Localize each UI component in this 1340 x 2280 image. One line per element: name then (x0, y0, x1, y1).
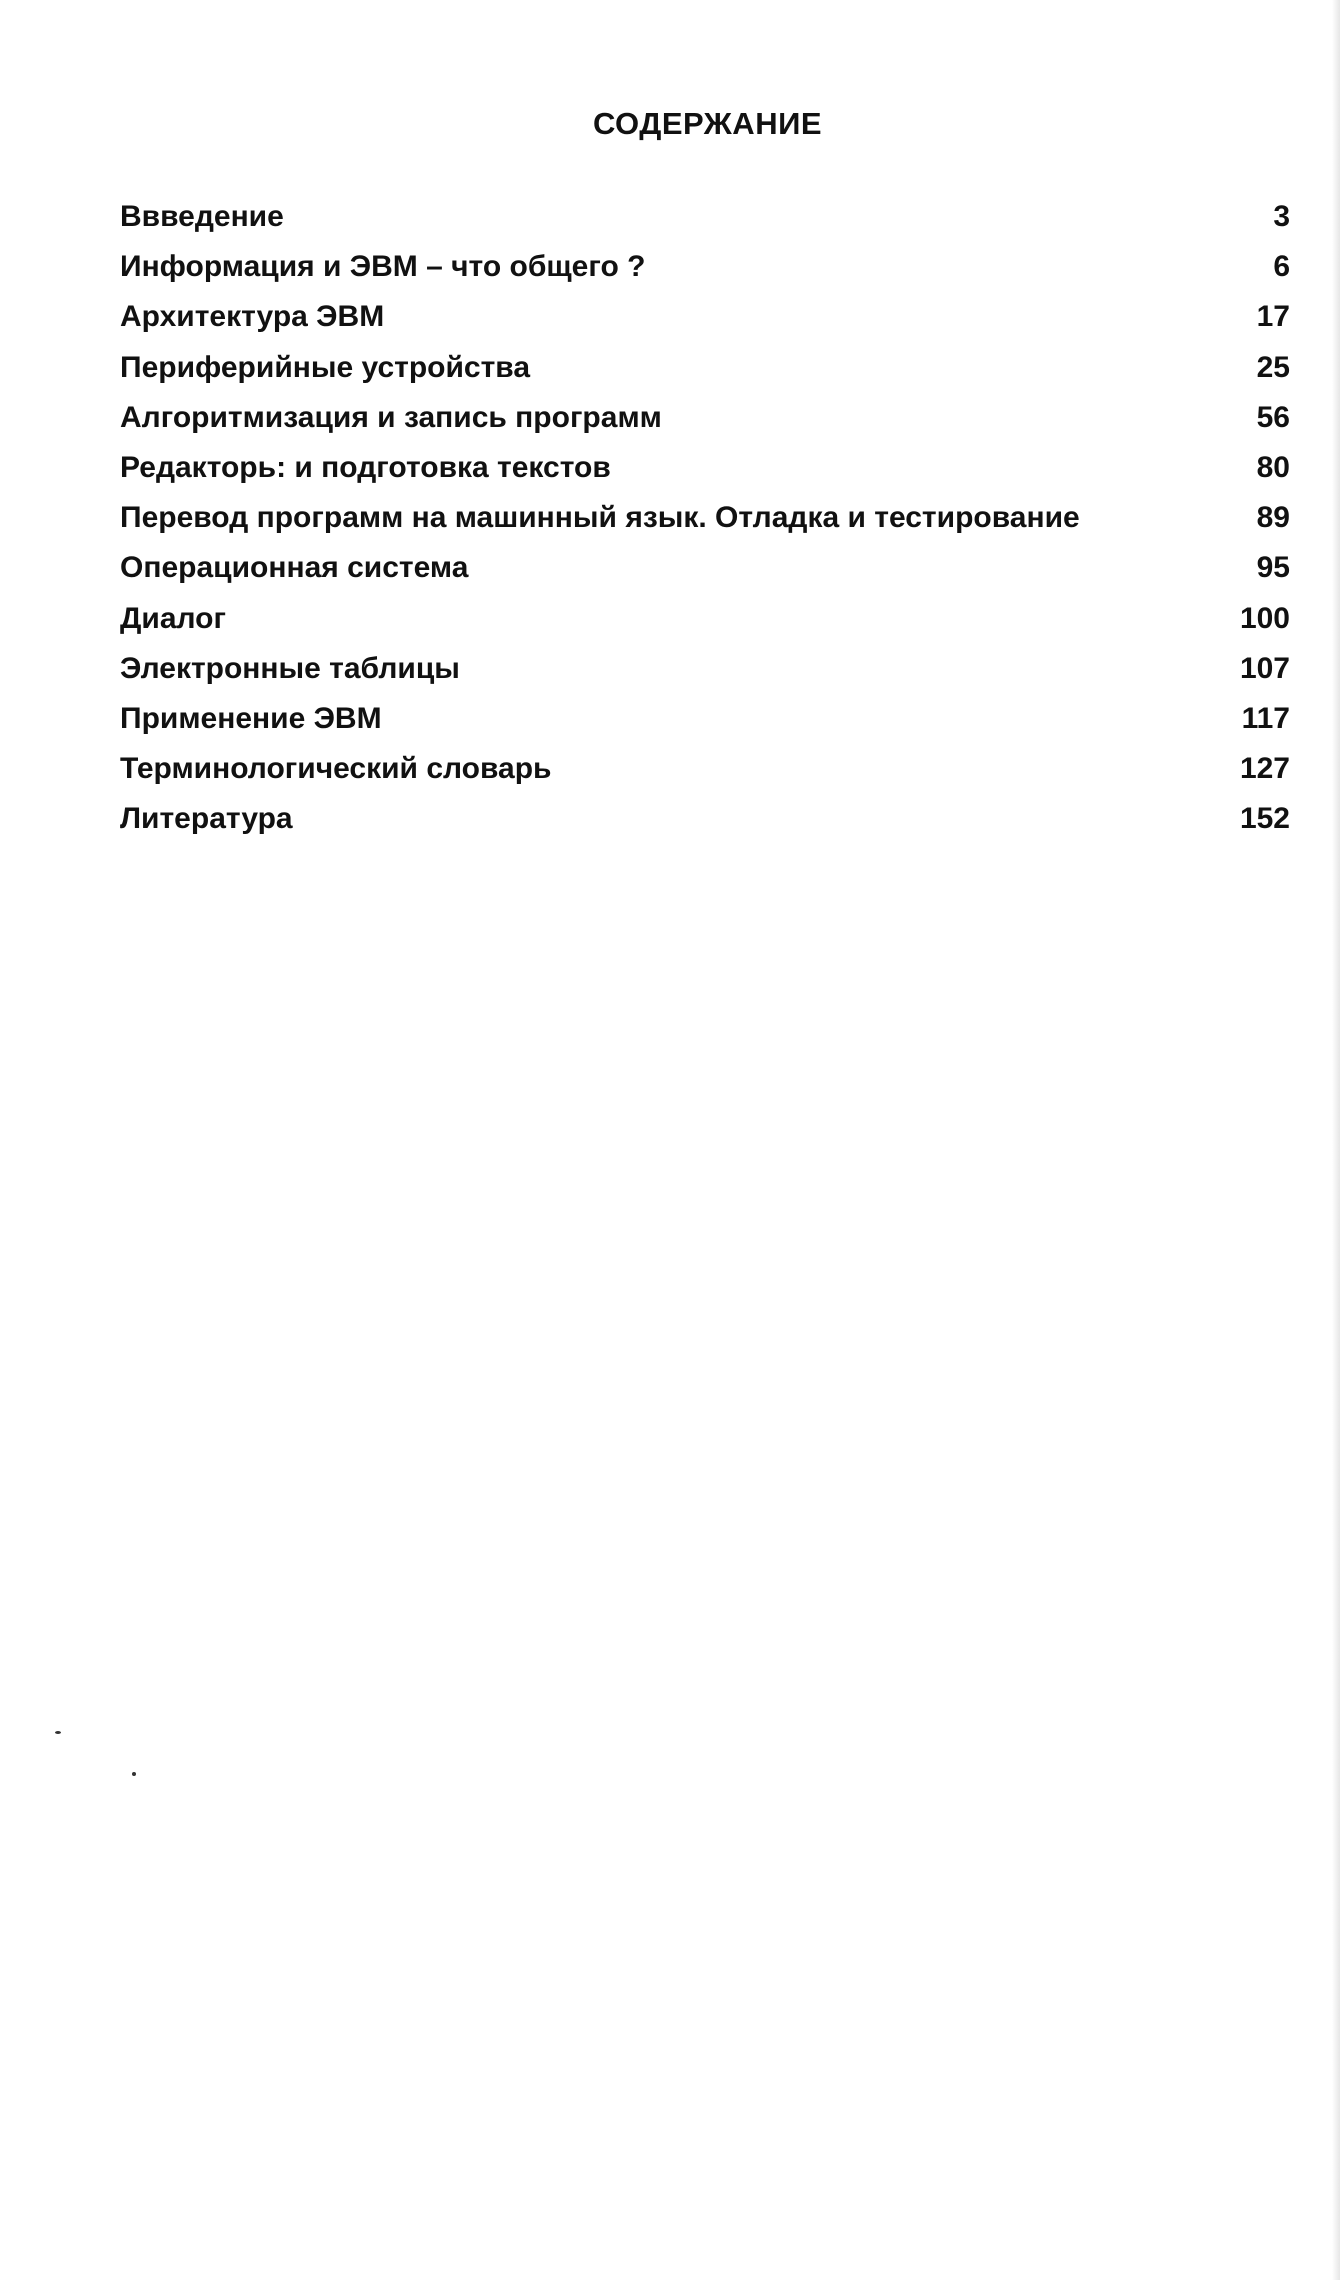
toc-entry-page: 117 (1241, 701, 1290, 735)
toc-entry-page: 25 (1256, 350, 1290, 384)
toc-entry-label: Архитектура ЭВМ (120, 300, 385, 334)
toc-entry (120, 551, 1290, 601)
toc-entry (120, 652, 1290, 702)
toc-entry-page: 56 (1256, 400, 1290, 434)
toc-entry-page: 6 (1273, 250, 1290, 284)
toc-entry-label: Терминологический словарь (120, 752, 552, 786)
toc-entry-page: 107 (1239, 651, 1290, 685)
toc-entry (120, 250, 1290, 300)
toc-entry-label: Ввведение (120, 200, 284, 233)
toc-entry (120, 702, 1290, 752)
toc-entry-page: 100 (1239, 601, 1290, 635)
toc-entry (120, 451, 1290, 501)
toc-entry-page: 152 (1239, 802, 1290, 836)
toc-entry-label: Периферийные устройства (120, 350, 531, 384)
toc-entry-page: 17 (1256, 300, 1290, 334)
toc-list (120, 200, 1290, 852)
scan-speck (132, 1772, 136, 1776)
toc-entry-page: 80 (1256, 450, 1290, 484)
toc-entry (120, 351, 1290, 401)
toc-entry-label: Электронные таблицы (120, 651, 460, 685)
toc-entry (120, 501, 1290, 551)
scan-speck (55, 1731, 61, 1734)
page-edge-shadow (1332, 0, 1340, 2280)
toc-title: СОДЕРЖАНИЕ (592, 106, 823, 141)
toc-entry-page: 89 (1256, 501, 1290, 535)
toc-entry-label: Операционная система (120, 551, 469, 585)
toc-entry-page: 95 (1256, 551, 1290, 585)
toc-entry (120, 752, 1290, 802)
toc-entry (120, 401, 1290, 451)
toc-entry-label: Информация и ЭВМ – что общего ? (120, 250, 646, 284)
toc-entry-label: Литература (120, 802, 293, 836)
toc-entry (120, 802, 1290, 852)
toc-entry-page: 3 (1273, 200, 1290, 233)
toc-entry-label: Редакторь: и подготовка текстов (120, 450, 611, 484)
toc-entry-label: Алгоритмизация и запись программ (120, 400, 662, 434)
toc-entry (120, 300, 1290, 350)
toc-entry-label: Перевод программ на машинный язык. Отладка и тестирование (120, 501, 1080, 535)
toc-entry-label: Применение ЭВМ (120, 701, 382, 735)
toc-entry (120, 200, 1290, 250)
toc-entry (120, 602, 1290, 652)
toc-entry-label: Диалог (120, 601, 226, 635)
toc-entry-page: 127 (1239, 752, 1290, 786)
